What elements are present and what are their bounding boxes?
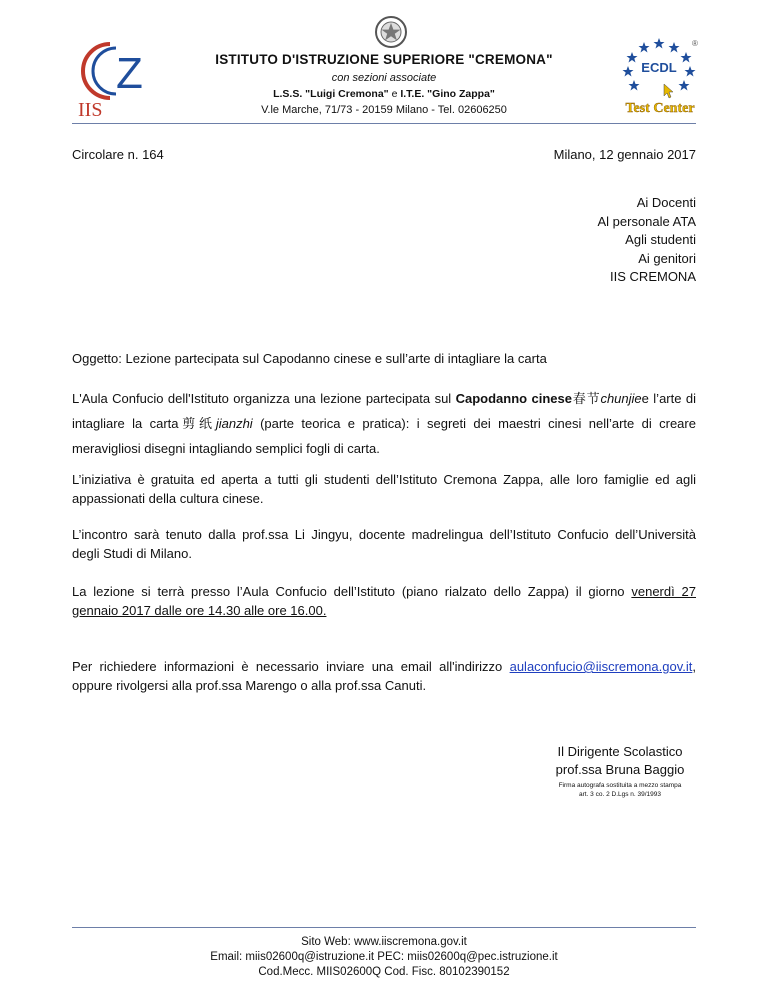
ecdl-test-center-logo (620, 36, 698, 116)
recipient-line: Ai Docenti (636, 195, 696, 210)
footer-divider (72, 927, 696, 928)
recipient-line: IIS CREMONA (610, 269, 696, 284)
document-date: Milano, 12 gennaio 2017 (553, 147, 696, 162)
ecdl-text: ECDL (641, 60, 677, 75)
school-connector: e (391, 88, 398, 100)
footer-website: Sito Web: www.iiscremona.gov.it (301, 936, 467, 948)
logo-iis-text: IIS (78, 99, 103, 120)
recipients-block (597, 194, 696, 287)
cursor-icon (664, 84, 673, 98)
p1-pinyin-chunjie: chunjie (600, 391, 642, 406)
p5-text-b: , oppure rivolgersi alla prof.ssa Marengo o alla prof.ssa Canuti. (72, 659, 696, 693)
signature-note-1: Firma autografa sostituita a mezzo stampa (558, 782, 682, 789)
signature-role: Il Dirigente Scolastico (557, 744, 683, 759)
recipient-line: Agli studenti (625, 232, 696, 247)
signature-name: prof.ssa Bruna Baggio (555, 762, 685, 777)
paragraph-teacher: L’incontro sarà tenuto dalla prof.ssa Li Jingyu, docente madrelingua dell’Istituto Confucio dell’Università degli Studi di Milano. (72, 527, 696, 561)
ecdl-registered-mark: ® (692, 39, 698, 48)
school-2: I.T.E. "Gino Zappa" (400, 88, 495, 100)
institute-name: ISTITUTO D'ISTRUZIONE SUPERIORE "CREMONA" (215, 52, 553, 67)
recipient-line: Ai genitori (638, 250, 696, 266)
svg-text:Z: Z (116, 49, 143, 98)
paragraph-info (72, 657, 696, 695)
p1-chinese-chunjie: 春节 (572, 392, 601, 407)
subject-line: Oggetto: Lezione partecipata sul Capodanno cinese e sull’arte di intagliare la carta (72, 351, 547, 366)
footer-codes: Cod.Mecc. MIIS02600Q Cod. Fisc. 80102390152 (258, 966, 510, 978)
p1-pinyin-jianzhi: jianzhi (215, 416, 253, 431)
paragraph-date-place (72, 582, 696, 620)
paragraph-intro (72, 387, 696, 461)
p5-text-a: Per richiedere informazioni è necessario inviare una email all'indirizzo (72, 659, 510, 674)
p4-text: La lezione si terrà presso l’Aula Confucio dell’Istituto (piano rialzato dello Zappa) il giorno (72, 584, 632, 599)
institute-address: V.le Marche, 71/73 - 20159 Milano - Tel. 02606250 (261, 104, 507, 116)
p1-chinese-jianzhi: 剪纸 (178, 417, 216, 432)
email-link[interactable]: aulaconfucio@iiscremona.gov.it (509, 659, 693, 674)
header-divider (72, 123, 696, 124)
p1-text-a: L'Aula Confucio dell'Istituto organizza una lezione partecipata sul (72, 391, 456, 406)
institute-subtitle: con sezioni associate (331, 72, 437, 84)
p1-text-e: e l’arte di intagliare la carta (72, 391, 697, 431)
test-center-text: Test Center (625, 101, 695, 116)
school-1: L.S.S. "Luigi Cremona" (273, 88, 389, 100)
recipient-line: Al personale ATA (597, 213, 696, 229)
p4-event-datetime: venerdì 27 gennaio 2017 dalle ore 14.30 alle ore 16.00. (72, 584, 696, 618)
paragraph-free-entry: L’iniziativa è gratuita ed aperta a tutti gli studenti dell’Istituto Cremona Zappa, alle loro famiglie ed agli appassionati della cultura cinese. (72, 472, 696, 506)
star-emblem-icon (374, 14, 408, 50)
italian-emblem (374, 14, 408, 50)
footer-emails: Email: miis02600q@istruzione.it PEC: miis02600q@pec.istruzione.it (210, 951, 558, 963)
ecdl-stars-icon (620, 36, 698, 116)
p1-bold-capodanno: Capodanno cinese (455, 391, 572, 406)
p1-text-h: (parte teorica e pratica): i segreti dei maestri cinesi nell’arte di creare meravigliosi disegni intagliando semplici fogli di carta. (72, 416, 696, 456)
signature-note-2: art. 3 co. 2 D.Lgs n. 39/1993 (578, 791, 662, 798)
circolare-number: Circolare n. 164 (72, 147, 164, 162)
